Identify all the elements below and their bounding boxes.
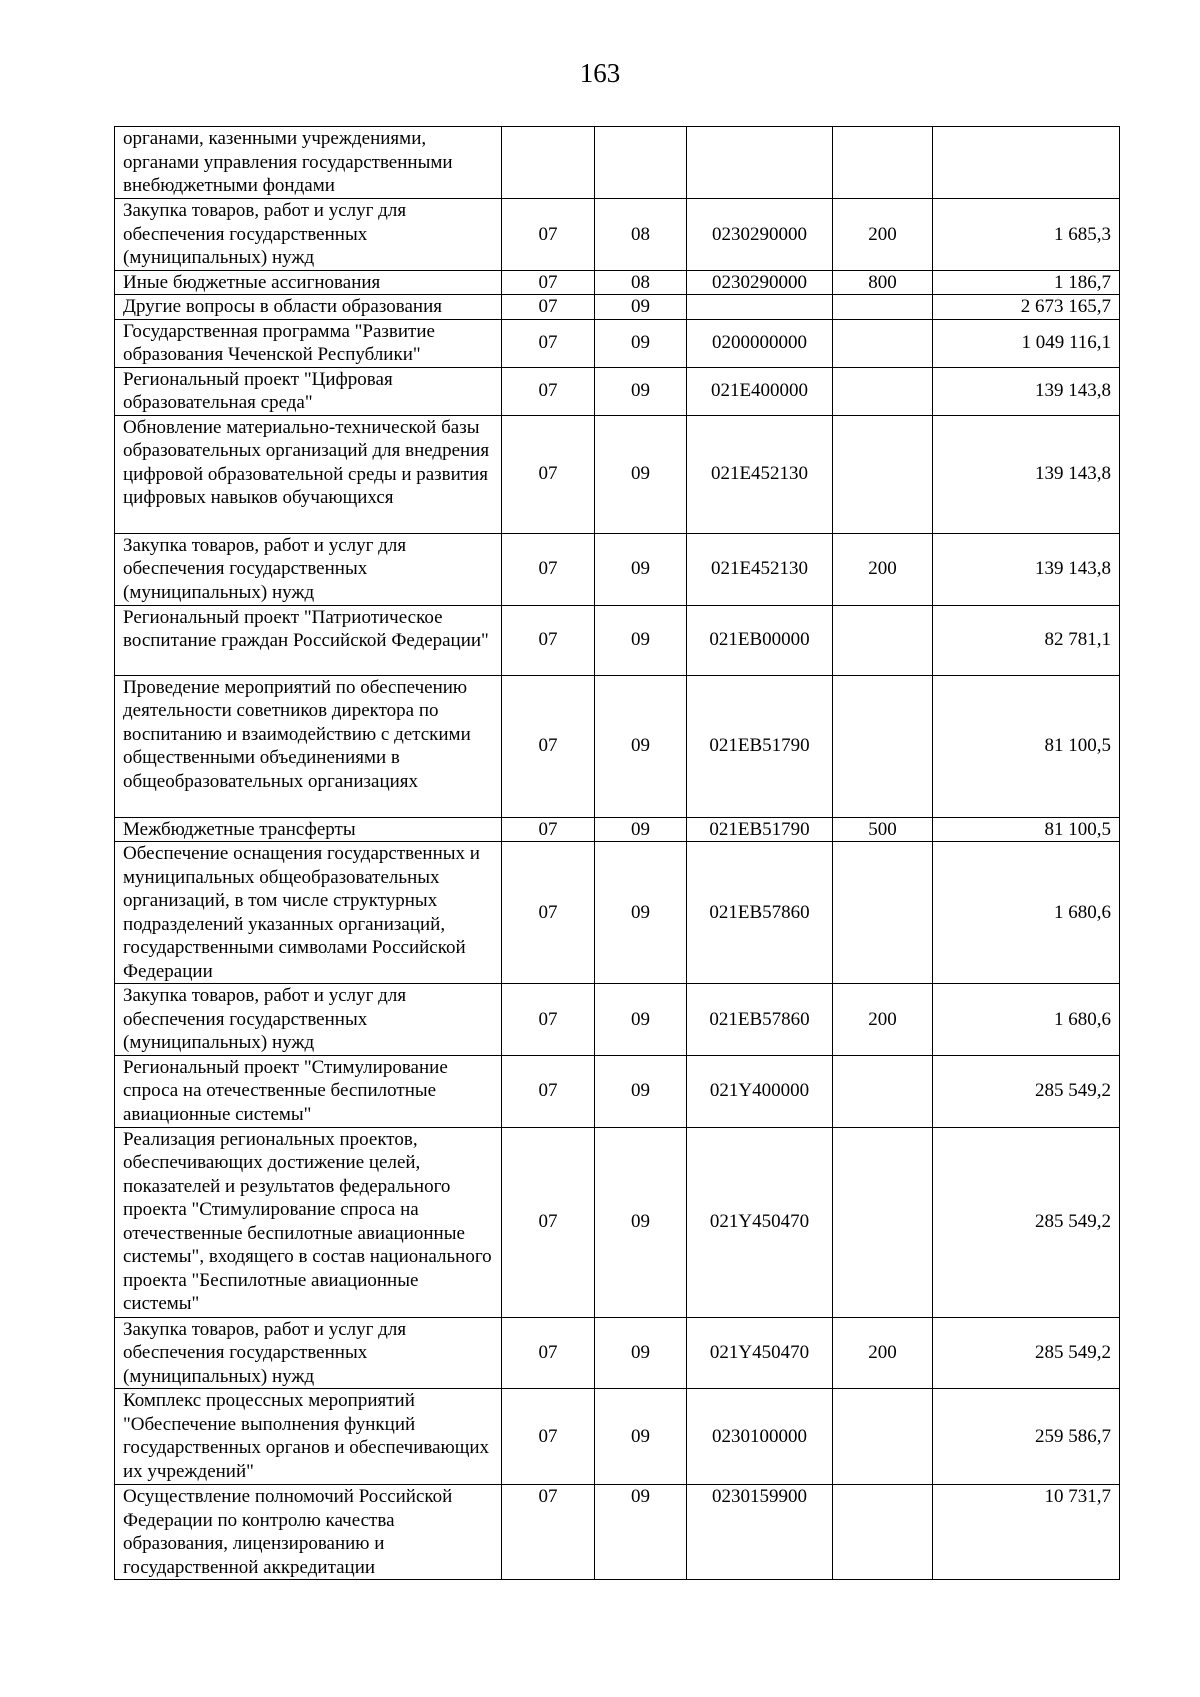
- cell-name: Закупка товаров, работ и услуг для обеспечения государственных (муниципальных) нужд: [115, 199, 502, 271]
- cell-subsection: 09: [595, 984, 687, 1056]
- cell-target-article: 0200000000: [687, 319, 833, 367]
- cell-name: Закупка товаров, работ и услуг для обеспечения государственных (муниципальных) нужд: [115, 984, 502, 1056]
- cell-target-article: 021Y400000: [687, 1055, 833, 1127]
- cell-section: 07: [502, 1485, 595, 1580]
- cell-subsection: [595, 127, 687, 199]
- cell-section: 07: [502, 270, 595, 295]
- cell-name: Комплекс процессных мероприятий "Обеспечение выполнения функций государственных органов и обеспечивающих их учреждений": [115, 1389, 502, 1485]
- cell-amount: 259 586,7: [933, 1389, 1120, 1485]
- table-row: [115, 295, 1120, 320]
- cell-expense-type: [833, 127, 933, 199]
- cell-name: Региональный проект "Цифровая образовательная среда": [115, 367, 502, 415]
- cell-section: 07: [502, 675, 595, 817]
- cell-amount: 10 731,7: [933, 1485, 1120, 1580]
- cell-subsection: 09: [595, 1055, 687, 1127]
- cell-amount: 81 100,5: [933, 817, 1120, 842]
- table-row: [115, 1389, 1120, 1485]
- table-row: [115, 270, 1120, 295]
- cell-amount: 139 143,8: [933, 533, 1120, 605]
- table-row: [115, 1127, 1120, 1317]
- cell-section: 07: [502, 367, 595, 415]
- cell-section: 07: [502, 415, 595, 533]
- cell-amount: 1 186,7: [933, 270, 1120, 295]
- table-row: [115, 984, 1120, 1056]
- cell-amount: 2 673 165,7: [933, 295, 1120, 320]
- table-row: [115, 1317, 1120, 1389]
- cell-expense-type: [833, 295, 933, 320]
- page-number: 163: [579, 58, 621, 88]
- cell-subsection: 09: [595, 675, 687, 817]
- cell-expense-type: [833, 1389, 933, 1485]
- cell-amount: 82 781,1: [933, 605, 1120, 675]
- cell-name: Проведение мероприятий по обеспечению деятельности советников директора по воспитанию и взаимодействию с детскими общественными объединениями в общеобразовательных организациях: [115, 675, 502, 817]
- cell-amount: 139 143,8: [933, 367, 1120, 415]
- cell-expense-type: [833, 605, 933, 675]
- cell-amount: 285 549,2: [933, 1317, 1120, 1389]
- cell-subsection: 09: [595, 817, 687, 842]
- cell-name: Иные бюджетные ассигнования: [115, 270, 502, 295]
- cell-section: 07: [502, 605, 595, 675]
- cell-name: Региональный проект "Стимулирование спроса на отечественные беспилотные авиационные системы": [115, 1055, 502, 1127]
- cell-target-article: [687, 295, 833, 320]
- cell-subsection: 08: [595, 199, 687, 271]
- cell-expense-type: 800: [833, 270, 933, 295]
- cell-subsection: 09: [595, 295, 687, 320]
- table-row: [115, 675, 1120, 817]
- cell-name: Закупка товаров, работ и услуг для обеспечения государственных (муниципальных) нужд: [115, 533, 502, 605]
- cell-subsection: 09: [595, 1317, 687, 1389]
- cell-expense-type: 200: [833, 199, 933, 271]
- cell-subsection: 09: [595, 842, 687, 984]
- cell-subsection: 08: [595, 270, 687, 295]
- cell-target-article: 021EB51790: [687, 675, 833, 817]
- table-row: [115, 817, 1120, 842]
- cell-subsection: 09: [595, 1389, 687, 1485]
- cell-target-article: 021EB57860: [687, 984, 833, 1056]
- cell-amount: 285 549,2: [933, 1127, 1120, 1317]
- cell-subsection: 09: [595, 415, 687, 533]
- cell-subsection: 09: [595, 319, 687, 367]
- cell-section: 07: [502, 1389, 595, 1485]
- table-row: [115, 199, 1120, 271]
- cell-section: 07: [502, 1127, 595, 1317]
- cell-name: Закупка товаров, работ и услуг для обеспечения государственных (муниципальных) нужд: [115, 1317, 502, 1389]
- cell-target-article: 0230290000: [687, 270, 833, 295]
- cell-target-article: 0230100000: [687, 1389, 833, 1485]
- table-row: [115, 415, 1120, 533]
- cell-amount: 139 143,8: [933, 415, 1120, 533]
- cell-subsection: 09: [595, 605, 687, 675]
- cell-expense-type: [833, 842, 933, 984]
- cell-section: 07: [502, 1055, 595, 1127]
- cell-amount: [933, 127, 1120, 199]
- table-row: [115, 533, 1120, 605]
- table-row: [115, 319, 1120, 367]
- cell-section: [502, 127, 595, 199]
- cell-target-article: 0230159900: [687, 1485, 833, 1580]
- cell-name: органами, казенными учреждениями, органами управления государственными внебюджетными фондами: [115, 127, 502, 199]
- cell-expense-type: 200: [833, 984, 933, 1056]
- cell-target-article: 021Y450470: [687, 1317, 833, 1389]
- table-row: [115, 127, 1120, 199]
- cell-expense-type: 500: [833, 817, 933, 842]
- cell-target-article: 021E452130: [687, 533, 833, 605]
- table-row: [115, 605, 1120, 675]
- cell-section: 07: [502, 842, 595, 984]
- cell-target-article: [687, 127, 833, 199]
- budget-table: [114, 126, 1120, 1580]
- cell-target-article: 021EB57860: [687, 842, 833, 984]
- cell-expense-type: [833, 367, 933, 415]
- cell-expense-type: [833, 1127, 933, 1317]
- cell-expense-type: [833, 1485, 933, 1580]
- cell-target-article: 0230290000: [687, 199, 833, 271]
- cell-amount: 1 680,6: [933, 984, 1120, 1056]
- cell-expense-type: [833, 1055, 933, 1127]
- table-row: [115, 1055, 1120, 1127]
- cell-amount: 81 100,5: [933, 675, 1120, 817]
- cell-name: Другие вопросы в области образования: [115, 295, 502, 320]
- cell-name: Межбюджетные трансферты: [115, 817, 502, 842]
- cell-subsection: 09: [595, 367, 687, 415]
- cell-expense-type: 200: [833, 1317, 933, 1389]
- cell-section: 07: [502, 199, 595, 271]
- cell-target-article: 021EB51790: [687, 817, 833, 842]
- cell-name: Обеспечение оснащения государственных и муниципальных общеобразовательных организаций, в том числе структурных подразделений указанных организаций, государственными символами Российской Федерации: [115, 842, 502, 984]
- cell-section: 07: [502, 319, 595, 367]
- cell-name: Региональный проект "Патриотическое воспитание граждан Российской Федерации": [115, 605, 502, 675]
- cell-target-article: 021E400000: [687, 367, 833, 415]
- cell-target-article: 021Y450470: [687, 1127, 833, 1317]
- table-row: [115, 1485, 1120, 1580]
- cell-amount: 285 549,2: [933, 1055, 1120, 1127]
- cell-section: 07: [502, 1317, 595, 1389]
- cell-section: 07: [502, 984, 595, 1056]
- cell-expense-type: 200: [833, 533, 933, 605]
- cell-target-article: 021E452130: [687, 415, 833, 533]
- cell-subsection: 09: [595, 1485, 687, 1580]
- cell-section: 07: [502, 817, 595, 842]
- cell-amount: 1 680,6: [933, 842, 1120, 984]
- cell-expense-type: [833, 415, 933, 533]
- cell-target-article: 021EB00000: [687, 605, 833, 675]
- cell-name: Обновление материально-технической базы образовательных организаций для внедрения цифровой образовательной среды и развития цифровых навыков обучающихся: [115, 415, 502, 533]
- budget-table-body: [115, 127, 1120, 1580]
- cell-amount: 1 049 116,1: [933, 319, 1120, 367]
- cell-expense-type: [833, 675, 933, 817]
- cell-subsection: 09: [595, 533, 687, 605]
- cell-name: Осуществление полномочий Российской Федерации по контролю качества образования, лицензированию и государственной аккредитации: [115, 1485, 502, 1580]
- cell-name: Государственная программа "Развитие образования Чеченской Республики": [115, 319, 502, 367]
- cell-section: 07: [502, 533, 595, 605]
- table-row: [115, 367, 1120, 415]
- cell-name: Реализация региональных проектов, обеспечивающих достижение целей, показателей и результатов федерального проекта "Стимулирование спроса на отечественные беспилотные авиационные системы", входящего в состав национального проекта "Беспилотные авиационные системы": [115, 1127, 502, 1317]
- table-row: [115, 842, 1120, 984]
- cell-subsection: 09: [595, 1127, 687, 1317]
- cell-expense-type: [833, 319, 933, 367]
- cell-amount: 1 685,3: [933, 199, 1120, 271]
- cell-section: 07: [502, 295, 595, 320]
